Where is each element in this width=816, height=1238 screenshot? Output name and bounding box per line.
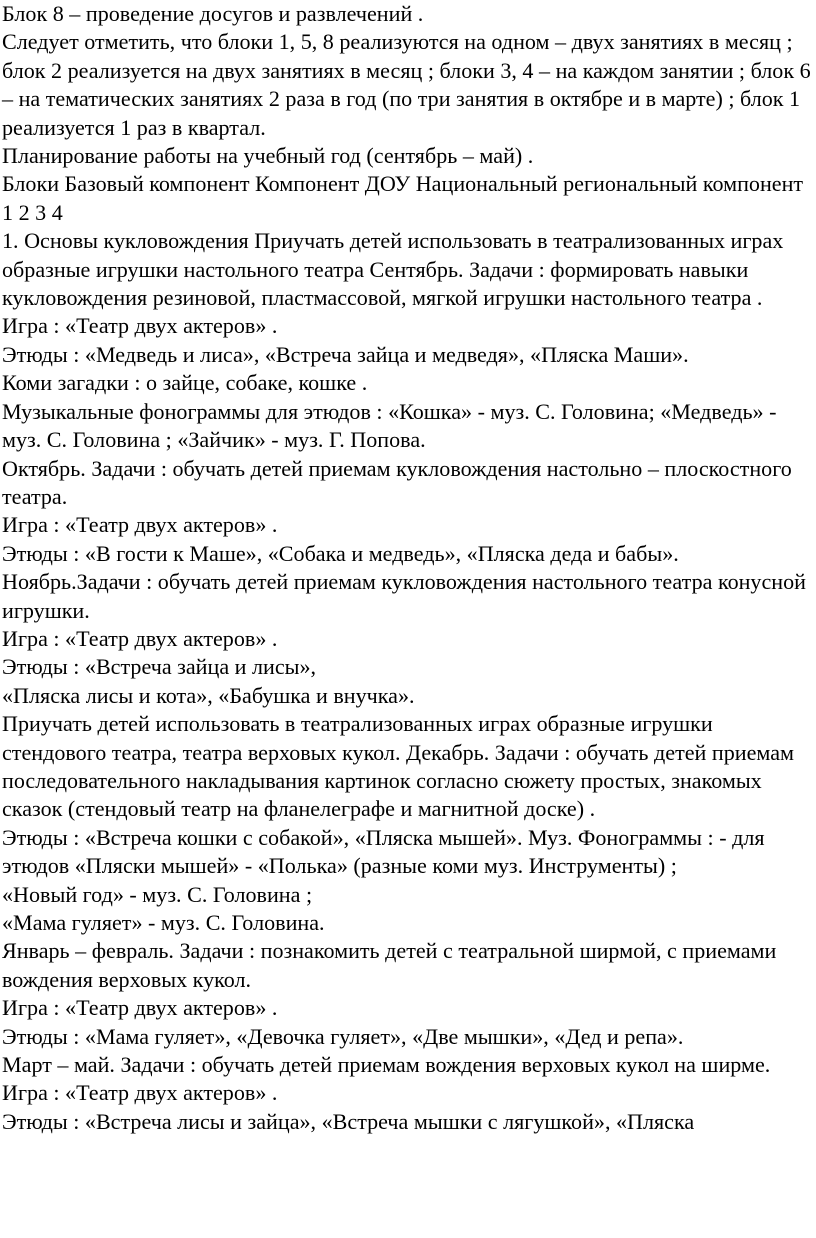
september-tasks-paragraph: 1. Основы кукловождения Приучать детей использовать в театрализованных играх образные игрушки настольного театра Сентябрь. Задачи : формировать навыки кукловождения резиновой, пластмассовой, мягкой игрушки настольного театра . bbox=[2, 228, 784, 311]
table-column-numbers: 1 2 3 4 bbox=[2, 199, 63, 225]
game-line: Игра : «Театр двух актеров» . bbox=[2, 625, 278, 651]
table-header-text: Блоки Базовый компонент Компонент ДОУ Национальный региональный компонент bbox=[2, 171, 804, 197]
year-planning-heading: Планирование работы на учебный год (сентябрь – май) . bbox=[2, 143, 534, 169]
music-line: «Новый год» - муз. С. Головина ; bbox=[2, 881, 313, 907]
march-may-tasks-paragraph: Март – май. Задачи : обучать детей приемам вождения верховых кукол на ширме. bbox=[2, 1052, 771, 1078]
music-line: «Мама гуляет» - муз. С. Головина. bbox=[2, 910, 325, 935]
game-line: Игра : «Театр двух актеров» . bbox=[2, 995, 278, 1021]
december-tasks-paragraph: Приучать детей использовать в театрализованных играх образные игрушки стендового театра, театра верховых кукол. Декабрь. Задачи : обучать детей приемам последовательного накладывания картинок согласно сюжету простых, знакомых сказок (стендовый театр на фланелеграфе и магнитной доске) . bbox=[2, 711, 794, 822]
music-phonograms-paragraph: Музыкальные фонограммы для этюдов : «Кошка» - муз. С. Головина; «Медведь» - муз. С. Головина ; «Зайчик» - муз. Г. Попова. bbox=[2, 398, 777, 453]
document-body bbox=[2, 0, 814, 1136]
block-8-heading: Блок 8 – проведение досугов и развлечений . bbox=[2, 1, 424, 26]
etudes-line: Этюды : «Встреча зайца и лисы», bbox=[2, 654, 317, 680]
game-line: Игра : «Театр двух актеров» . bbox=[2, 1080, 278, 1106]
etudes-continuation-line: «Пляска лисы и кота», «Бабушка и внучка». bbox=[2, 682, 415, 708]
blocks-frequency-paragraph: Следует отметить, что блоки 1, 5, 8 реализуются на одном – двух занятиях в месяц ; блок 2 реализуется на двух занятиях в месяц ; блоки 3, 4 – на каждом занятии ; блок 6 – на тематических занятиях 2 раза в год (по три занятия в октябре и в марте) ; блок 1 реализуется 1 раз в квартал. bbox=[2, 29, 811, 140]
game-line: Игра : «Театр двух актеров» . bbox=[2, 512, 278, 538]
game-line: Игра : «Театр двух актеров» . bbox=[2, 313, 278, 339]
etudes-line: Этюды : «Встреча лисы и зайца», «Встреча мышки с лягушкой», «Пляска bbox=[2, 1108, 695, 1134]
november-tasks-paragraph: Ноябрь.Задачи : обучать детей приемам кукловождения настольного театра конусной игрушки. bbox=[2, 569, 806, 623]
january-february-tasks-paragraph: Январь – февраль. Задачи : познакомить детей с театральной ширмой, с приемами вождения верховых кукол. bbox=[2, 938, 777, 992]
etudes-line: Этюды : «Мама гуляет», «Девочка гуляет», «Две мышки», «Дед и репа». bbox=[2, 1023, 684, 1049]
etudes-line: Этюды : «В гости к Маше», «Собака и медведь», «Пляска деда и бабы». bbox=[2, 540, 679, 566]
komi-riddles-line: Коми загадки : о зайце, собаке, кошке . bbox=[2, 370, 368, 396]
etudes-music-paragraph: Этюды : «Встреча кошки с собакой», «Пляска мышей». Муз. Фонограммы : - для этюдов «Пляски мышей» - «Полька» (разные коми муз. Инструменты) ; bbox=[2, 824, 765, 879]
etudes-line: Этюды : «Медведь и лиса», «Встреча зайца и медведя», «Пляска Маши». bbox=[2, 341, 689, 367]
october-tasks-paragraph: Октябрь. Задачи : обучать детей приемам кукловождения настольно – плоскостного театра. bbox=[2, 455, 792, 509]
